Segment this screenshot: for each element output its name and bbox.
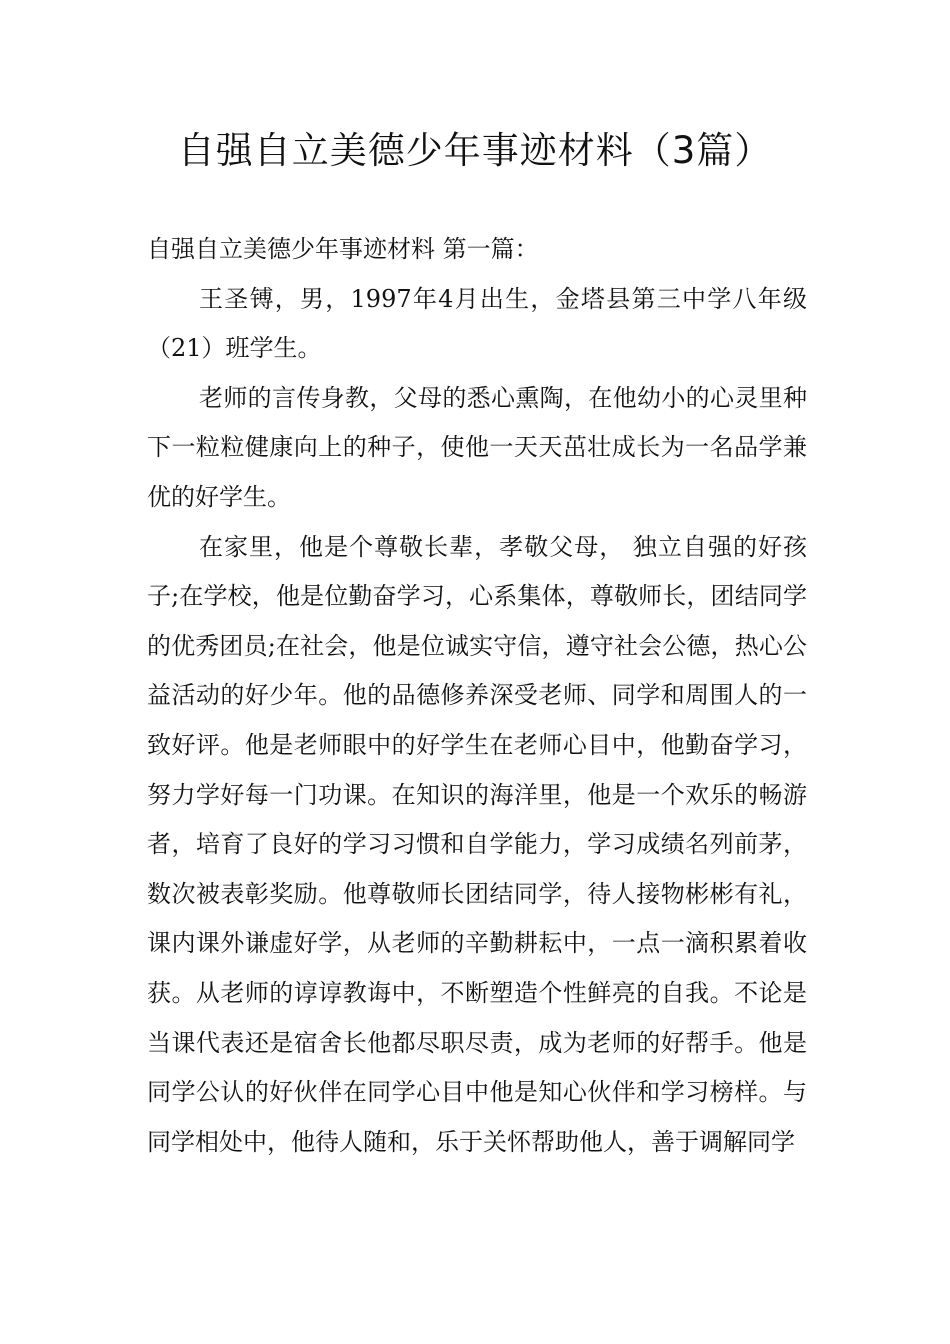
paragraph: 老师的言传身教，父母的悉心熏陶，在他幼小的心灵里种下一粒粒健康向上的种子，使他一天天茁壮成长为一名品学兼优的好学生。 [147,383,807,511]
document-body [147,225,807,1167]
paragraph: 王圣镈，男，1997年4月出生，金塔县第三中学八年级（21）班学生。 [147,284,807,363]
document-title: 自强自立美德少年事迹材料（3篇） [177,129,773,172]
section-heading: 自强自立美德少年事迹材料 第一篇： [147,235,539,263]
paragraph: 在家里，他是个尊敬长辈，孝敬父母， 独立自强的好孩子;在学校，他是位勤奋学习，心系集体，尊敬师长，团结同学的优秀团员;在社会，他是位诚实守信，遵守社会公德，热心公益活动的好少年。他的品德修养深受老师、同学和周围人的一致好评。他是老师眼中的好学生在老师心目中，他勤奋学习，努力学好每一门功课。在知识的海洋里，他是一个欢乐的畅游者，培育了良好的学习习惯和自学能力，学习成绩名列前茅，数次被表彰奖励。他尊敬师长团结同学，待人接物彬彬有礼，课内课外谦虚好学，从老师的辛勤耕耘中，一点一滴积累着收获。从老师的谆谆教诲中，不断塑造个性鲜亮的自我。不论是当课代表还是宿舍长他都尽职尽责，成为老师的好帮手。他是同学公认的好伙伴在同学心目中他是知心伙伴和学习榜样。与同学相处中，他待人随和，乐于关怀帮助他人，善于调解同学 [147,532,807,1156]
